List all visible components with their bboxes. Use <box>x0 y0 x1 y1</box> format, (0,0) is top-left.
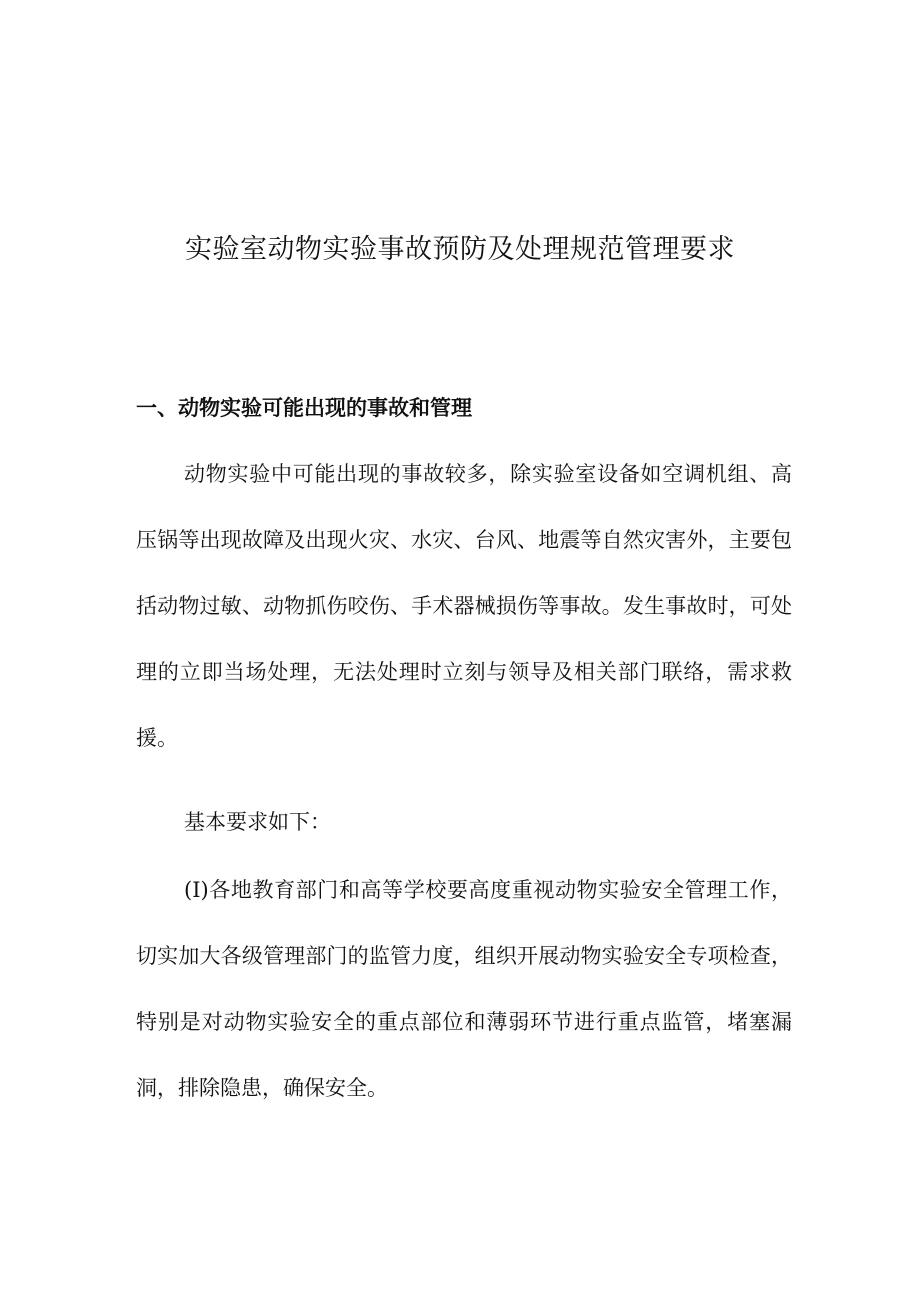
paragraph-basic-requirements: 基本要求如下： <box>184 810 331 834</box>
paragraph-requirement-1: (I)各地教育部门和高等学校要高度重视动物实验安全管理工作，切实加大各级管理部门的监管力度，组织开展动物实验安全专项检查，特别是对动物实验安全的重点部位和薄弱环节进行重点监管，堵塞漏洞，排除隐患，确保安全。 <box>136 878 792 1100</box>
paragraph-accidents: 动物实验中可能出现的事故较多，除实验室设备如空调机组、高压锅等出现故障及出现火灾、水灾、台风、地震等自然灾害外，主要包括动物过敏、动物抓伤咬伤、手术器械损伤等事故。发生事故时，可处理的立即当场处理，无法处理时立刻与领导及相关部门联络，需求救援。 <box>136 462 792 750</box>
document-title: 实验室动物实验事故预防及处理规范管理要求 <box>185 234 735 265</box>
section-heading: 一、动物实验可能出现的事故和管理 <box>136 396 472 420</box>
